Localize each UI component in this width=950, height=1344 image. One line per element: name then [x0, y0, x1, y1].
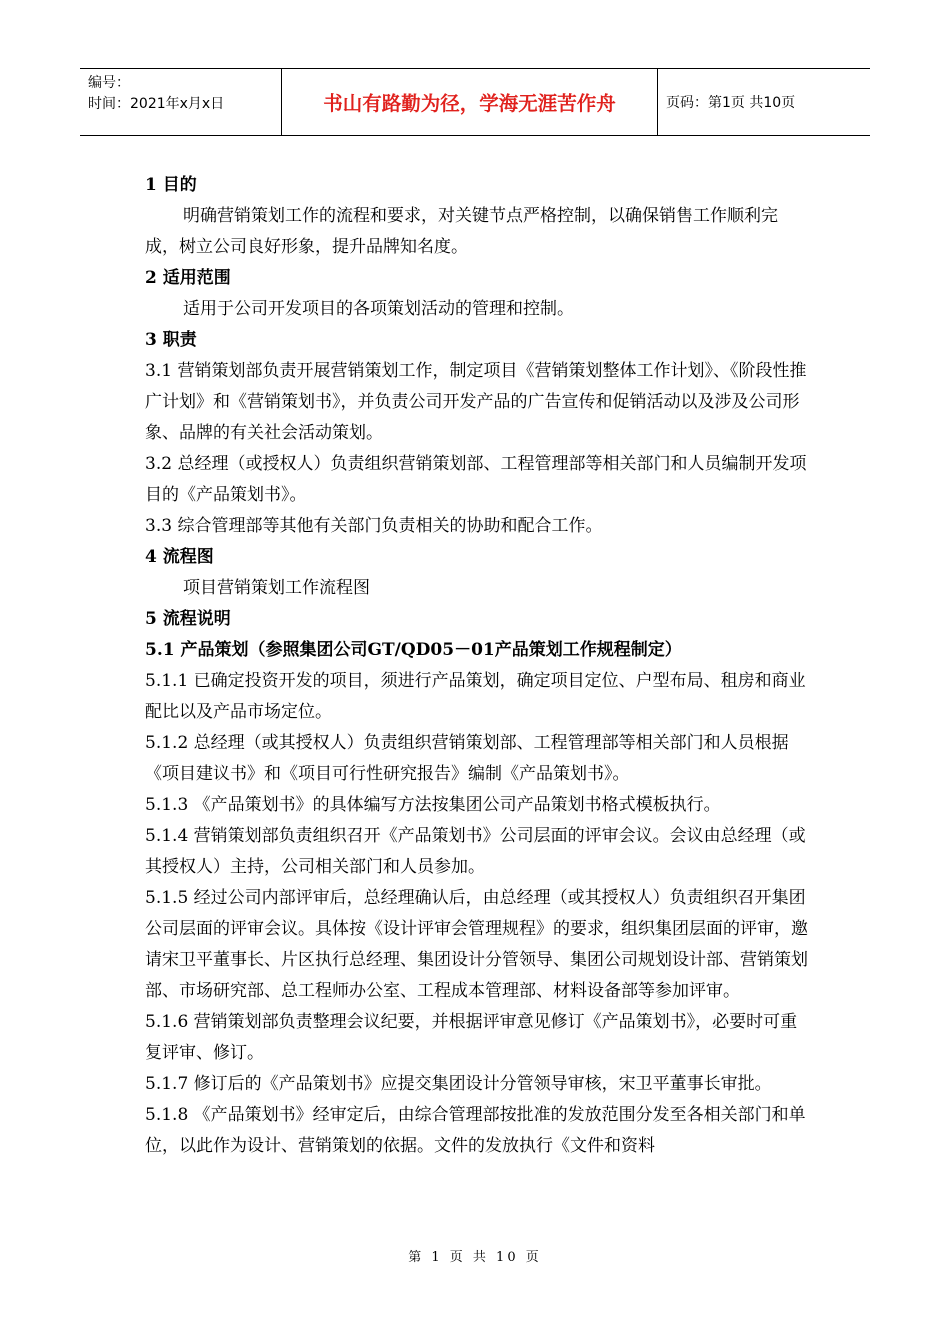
header-table [80, 68, 870, 136]
paragraph: 项目营销策划工作流程图 [183, 578, 370, 598]
paragraph: 适用于公司开发项目的各项策划活动的管理和控制。 [183, 299, 574, 319]
subsection-heading: 5.1 产品策划（参照集团公司GT/QD05－01产品策划工作规程制定） [145, 640, 682, 660]
paragraph: 明确营销策划工作的流程和要求，对关键节点严格控制，以确保销售工作顺利完成，树立公司良好形象，提升品牌知名度。 [145, 206, 778, 257]
paragraph: 3.3 综合管理部等其他有关部门负责相关的协助和配合工作。 [145, 516, 603, 536]
section-heading: 4 流程图 [145, 547, 214, 567]
paragraph: 5.1.8 《产品策划书》经审定后，由综合管理部按批准的发放范围分发至各相关部门和单位，以此作为设计、营销策划的依据。文件的发放执行《文件和资料 [145, 1105, 806, 1156]
section-heading: 2 适用范围 [145, 268, 231, 288]
paragraph: 5.1.1 已确定投资开发的项目，须进行产品策划，确定项目定位、户型布局、租房和商业配比以及产品市场定位。 [145, 671, 806, 722]
paragraph: 5.1.4 营销策划部负责组织召开《产品策划书》公司层面的评审会议。会议由总经理（或其授权人）主持，公司相关部门和人员参加。 [145, 826, 806, 877]
paragraph: 3.2 总经理（或授权人）负责组织营销策划部、工程管理部等相关部门和人员编制开发项目的《产品策划书》。 [145, 454, 807, 505]
header-page-code: 页码：第1页 共10页 [666, 95, 796, 111]
paragraph: 5.1.6 营销策划部负责整理会议纪要，并根据评审意见修订《产品策划书》，必要时可重复评审、修订。 [145, 1012, 798, 1063]
paragraph: 5.1.7 修订后的《产品策划书》应提交集团设计分管领导审核，宋卫平董事长审批。 [145, 1074, 772, 1094]
page-footer: 第 1 页 共 10 页 [408, 1250, 542, 1265]
paragraph: 5.1.3 《产品策划书》的具体编写方法按集团公司产品策划书格式模板执行。 [145, 795, 721, 815]
section-heading: 1 目的 [145, 175, 197, 195]
date-label: 时间：2021年x月x日 [88, 96, 225, 112]
section-heading: 3 职责 [145, 330, 197, 350]
header-meta-cell [80, 69, 282, 135]
doc-number-label: 编号： [88, 75, 130, 91]
paragraph: 3.1 营销策划部负责开展营销策划工作，制定项目《营销策划整体工作计划》、《阶段性推广计划》和《营销策划书》，并负责公司开发产品的广告宣传和促销活动以及涉及公司形象、品牌的有关社会活动策划。 [145, 361, 807, 443]
header-motto: 书山有路勤为径，学海无涯苦作舟 [282, 69, 658, 135]
section-heading: 5 流程说明 [145, 609, 231, 629]
paragraph: 5.1.5 经过公司内部评审后，总经理确认后，由总经理（或其授权人）负责组织召开集团公司层面的评审会议。具体按《设计评审会管理规程》的要求，组织集团层面的评审，邀请宋卫平董事长、片区执行总经理、集团设计分管领导、集团公司规划设计部、营销策划部、市场研究部、总工程师办公室、工程成本管理部、材料设备部等参加评审。 [145, 888, 808, 1001]
paragraph: 5.1.2 总经理（或其授权人）负责组织营销策划部、工程管理部等相关部门和人员根据《项目建议书》和《项目可行性研究报告》编制《产品策划书》。 [145, 733, 789, 784]
document-body [145, 170, 810, 1162]
